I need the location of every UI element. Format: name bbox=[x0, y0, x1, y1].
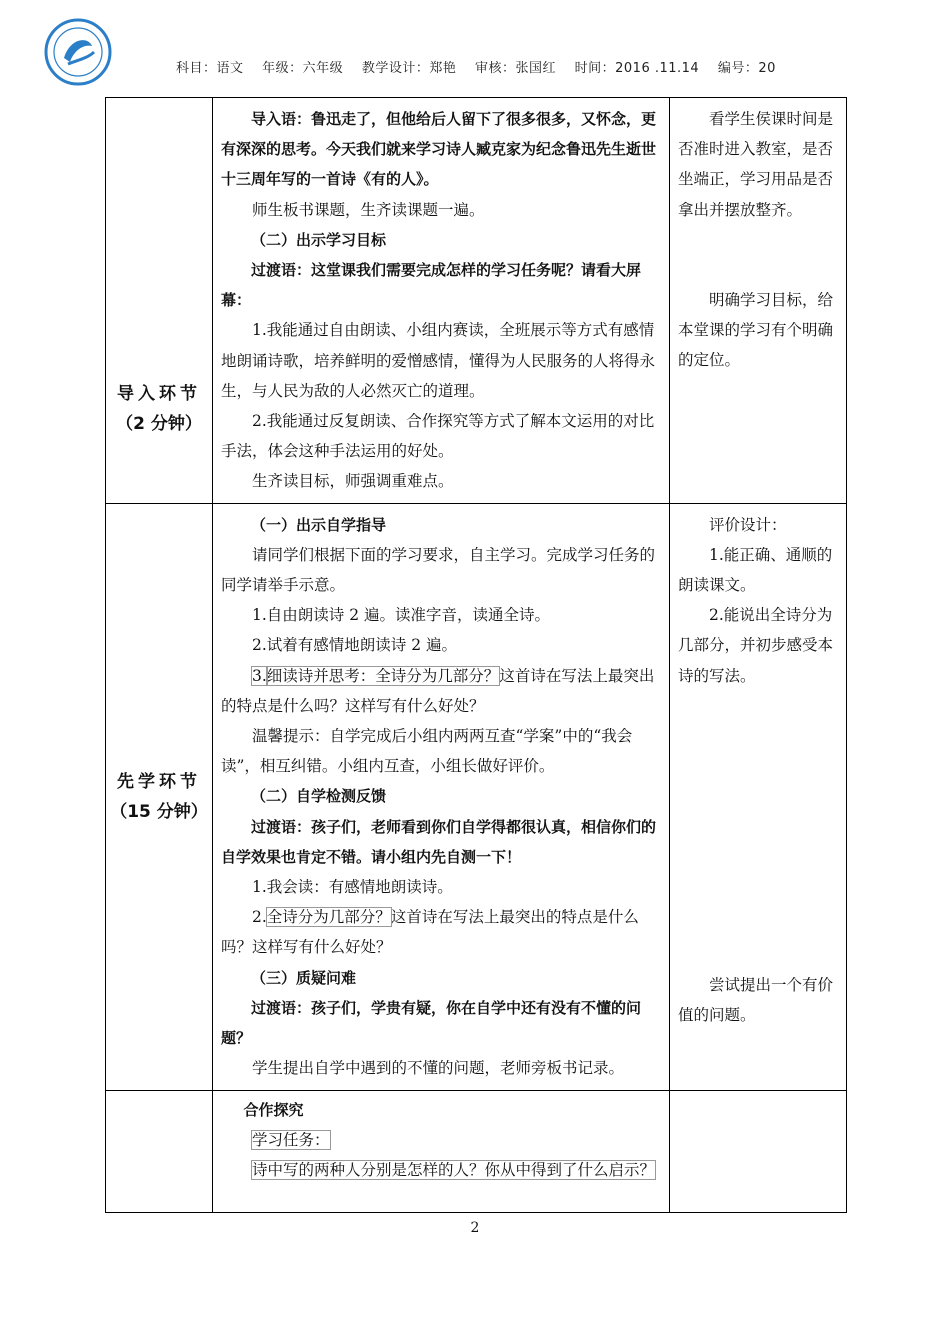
side-note: 2.能说出全诗分为几部分，并初步感受本诗的写法。 bbox=[678, 606, 834, 685]
side-note: 明确学习目标，给本堂课的学习有个明确的定位。 bbox=[678, 290, 834, 370]
transition-text: 过渡语：孩子们，老师看到你们自学得都很认真，相信你们的自学效果也肯定不错。请小组内先自测一下！ bbox=[221, 817, 657, 866]
section-heading: 合作探究 bbox=[243, 1100, 304, 1119]
designer-label: 教学设计：郑艳 bbox=[361, 61, 457, 76]
closing-text: 生齐读目标，师强调重难点。 bbox=[252, 472, 454, 491]
side-note: 看学生侯课时间是否准时进入教室，是否坐端正，学习用品是否拿出并摆放整齐。 bbox=[678, 110, 834, 219]
table-row-prestudy bbox=[106, 503, 847, 1090]
side-note: 尝试提出一个有价值的问题。 bbox=[678, 975, 834, 1025]
grade-label: 年级：六年级 bbox=[262, 61, 344, 76]
goal-item: 1.我能通过自由朗读、小组内赛读，全班展示等方式有感情地朗诵诗歌，培养鲜明的爱憎感情，懂得为人民服务的人将得永生，与人民为敌的人必然灭亡的道理。 bbox=[221, 321, 656, 400]
page-header bbox=[176, 57, 790, 76]
content-cell-intro bbox=[213, 98, 670, 504]
task-item: 2.试着有感情地朗读诗 2 遍。 bbox=[252, 636, 458, 655]
stage-cell-cooperation bbox=[106, 1090, 213, 1212]
table-row-intro bbox=[106, 98, 847, 504]
check-item: 1.我会读：有感情地朗读诗。 bbox=[252, 878, 453, 897]
stage-duration: （15 分钟） bbox=[110, 801, 208, 822]
stage-cell-prestudy bbox=[106, 503, 213, 1090]
intro-paragraph: 导入语：鲁迅走了，但他给后人留下了很多很多，又怀念，更有深深的思考。今天我们就来学习诗人臧克家为纪念鲁迅先生逝世十三周年写的一首诗《有的人》。 bbox=[221, 110, 657, 189]
transition-text: 过渡语：这堂课我们需要完成怎样的学习任务呢？请看大屏幕： bbox=[221, 261, 642, 310]
section-heading: （三）质疑问难 bbox=[251, 968, 357, 987]
task-item: 3.细读诗并思考：全诗分为几部分？这首诗在写法上最突出的特点是什么吗？这样写有什么好处？ bbox=[221, 666, 655, 715]
reviewer-label: 审核：张国红 bbox=[474, 61, 556, 76]
side-note: 评价设计： bbox=[709, 515, 787, 534]
number-label: 编号：20 bbox=[717, 61, 776, 76]
task-item: 1.自由朗读诗 2 遍。读准字音，读通全诗。 bbox=[252, 606, 551, 625]
content-cell-cooperation bbox=[213, 1090, 670, 1212]
stage-title: 导入环节 bbox=[117, 384, 201, 405]
check-item: 2.全诗分为几部分？这首诗在写法上最突出的特点是什么吗？这样写有什么好处？ bbox=[221, 908, 639, 957]
subject-label: 科目：语文 bbox=[176, 61, 244, 76]
side-cell-intro bbox=[670, 98, 847, 504]
stage-title: 先学环节 bbox=[117, 771, 201, 792]
goal-item: 2.我能通过反复朗读、合作探究等方式了解本文运用的对比手法，体会这种手法运用的好处。 bbox=[221, 412, 655, 461]
stage-duration: （2 分钟） bbox=[116, 414, 202, 435]
section-heading: （二）出示学习目标 bbox=[251, 230, 387, 249]
instruction-text: 请同学们根据下面的学习要求，自主学习。完成学习任务的同学请举手示意。 bbox=[221, 545, 656, 595]
section-heading: （二）自学检测反馈 bbox=[251, 787, 387, 806]
tip-text: 温馨提示：自学完成后小组内两两互查“学案”中的“我会读”，相互纠错。小组内互查，小组长做好评价。 bbox=[221, 727, 633, 776]
section-heading: （一）出示自学指导 bbox=[251, 515, 387, 534]
side-cell-cooperation bbox=[670, 1090, 847, 1212]
lesson-plan-table bbox=[105, 97, 847, 1213]
closing-text: 学生提出自学中遇到的不懂的问题，老师旁板书记录。 bbox=[252, 1059, 625, 1078]
task-question: 诗中写的两种人分别是怎样的人？你从中得到了什么启示？ bbox=[252, 1160, 656, 1179]
transition-text: 过渡语：孩子们，学贵有疑，你在自学中还有没有不懂的问题？ bbox=[221, 998, 642, 1048]
time-label: 时间：2016 .11.14 bbox=[574, 61, 700, 76]
board-title-text: 师生板书课题，生齐读课题一遍。 bbox=[252, 200, 485, 219]
stage-cell-intro bbox=[106, 98, 213, 504]
task-label: 学习任务： bbox=[252, 1130, 330, 1149]
table-row-cooperation bbox=[106, 1090, 847, 1212]
school-seal-logo-icon bbox=[44, 18, 112, 86]
page-number: 2 bbox=[470, 1220, 480, 1236]
content-cell-prestudy bbox=[213, 503, 670, 1090]
side-note: 1.能正确、通顺的朗读课文。 bbox=[678, 545, 833, 595]
side-cell-prestudy bbox=[670, 503, 847, 1090]
